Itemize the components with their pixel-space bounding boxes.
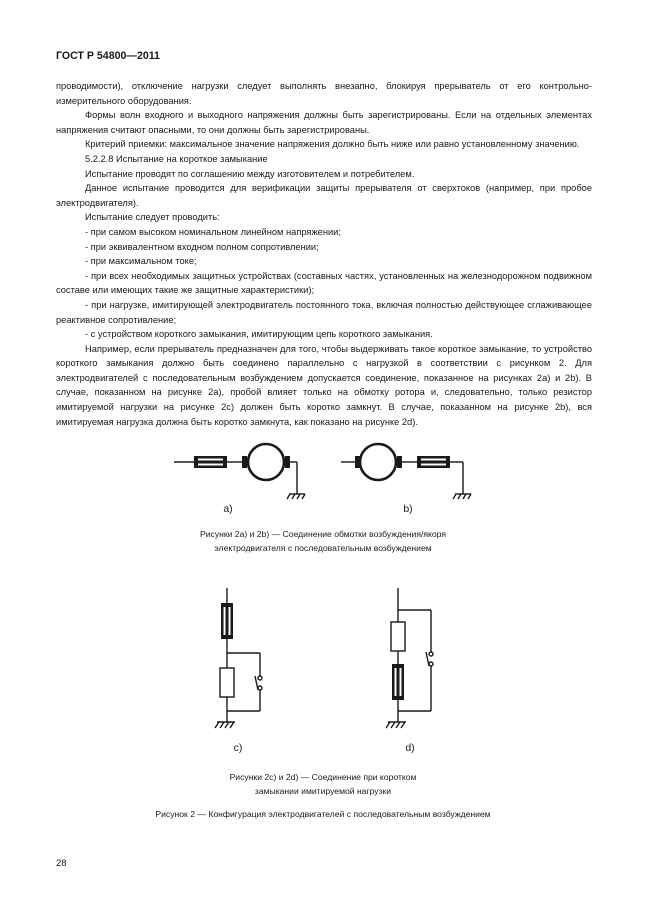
list-item: - при всех необходимых защитных устройствах (составных частях, установленных на железнодорожном подвижном составе или имеющих такие же защитные характеристики); (56, 270, 592, 296)
paragraph: Формы волн входного и выходного напряжения должны быть зарегистрированы. Если на отдельных элементах напряжения считают опасными, то они должны быть зарегистрированы. (56, 110, 592, 135)
switch-icon (426, 652, 433, 666)
inductor-icon (221, 603, 233, 639)
diagram-d (386, 588, 433, 728)
caption-line: Рисунки 2a) и 2b) — Соединение обмотки возбуждения/якоря (199, 529, 446, 539)
caption-cd (123, 771, 523, 798)
list-item: - с устройством короткого замыкания, имитирующим цепь короткого замыкания. (85, 329, 433, 340)
section-heading: 5.2.2.8 Испытание на короткое замыкание (85, 153, 268, 164)
list-item: - при эквивалентном входном полном сопротивлении; (85, 241, 319, 252)
caption-line: замыкании имитируемой нагрузки (254, 785, 392, 796)
paragraph: Например, если прерыватель предназначен для того, чтобы выдерживать такое короткое замыкание, то устройство короткого замыкания должно быть соединено параллельно с нагрузкой в соответствии с рисунком 2. Для электродвигателей с последовательным возбуждением допускается соединение, показанное на рисунках 2a) и 2b). В случае, показанном на рисунке 2a), пробой влияет только на обмотку ротора и, следовательно, только резистор имитируемой нагрузки на рисунке 2c) должен быть коротко замкнут. В случае, показанном на рисунке 2b), вся имитируемая нагрузка должна быть коротко замкнута, как показано на рисунке 2d). (56, 343, 592, 427)
field-winding-icon (194, 456, 227, 468)
caption-ab (123, 528, 523, 555)
field-winding-icon (417, 456, 450, 468)
diagram-a (174, 444, 305, 499)
motor-armature-icon (360, 444, 396, 480)
ground-icon (386, 722, 406, 728)
resistor-icon (220, 668, 234, 697)
motor-armature-icon (248, 444, 284, 480)
list-item: - при самом высоком номинальном линейном напряжении; (85, 226, 341, 237)
ground-icon (215, 722, 235, 728)
figure-label-c: c) (233, 742, 243, 754)
ground-icon (453, 494, 471, 499)
list-item: - при максимальном токе; (85, 256, 197, 267)
document-header: ГОСТ Р 54800—2011 (56, 50, 160, 62)
caption-line: электродвигателя с последовательным возбуждением (214, 542, 432, 553)
figure-caption: Рисунок 2 — Конфигурация электродвигателей с последовательным возбуждением (155, 809, 491, 819)
switch-icon (255, 676, 262, 690)
ground-icon (287, 494, 305, 499)
page-number: 28 (56, 858, 67, 869)
paragraph: Испытание проводят по соглашению между изготовителем и потребителем. (85, 168, 415, 179)
paragraph: проводимости), отключение нагрузки следует выполнять внезапно, блокируя прерыватель от его контрольно-измерительного оборудования. (56, 81, 592, 106)
paragraph: Данное испытание проводится для верификации защиты прерывателя от сверхтоков (например, при пробое электродвигателя). (56, 183, 592, 208)
diagram-b (341, 444, 471, 499)
paragraph: Критерий приемки: максимальное значение напряжения должно быть ниже или равно установленному значению. (85, 139, 580, 150)
paragraph: Испытание следует проводить: (85, 212, 220, 223)
inductor-icon (392, 664, 404, 700)
resistor-icon (391, 622, 405, 651)
figure-label-b: b) (403, 503, 413, 515)
diagram-c (215, 588, 262, 728)
list-item: - при нагрузке, имитирующей электродвигатель постоянного тока, включая полностью действующее сглаживающее реактивное сопротивление; (56, 299, 592, 325)
figure-label-a: a) (223, 503, 233, 515)
caption-line: Рисунки 2c) и 2d) — Соединение при коротком (229, 772, 417, 782)
figure-label-d: d) (405, 742, 415, 754)
